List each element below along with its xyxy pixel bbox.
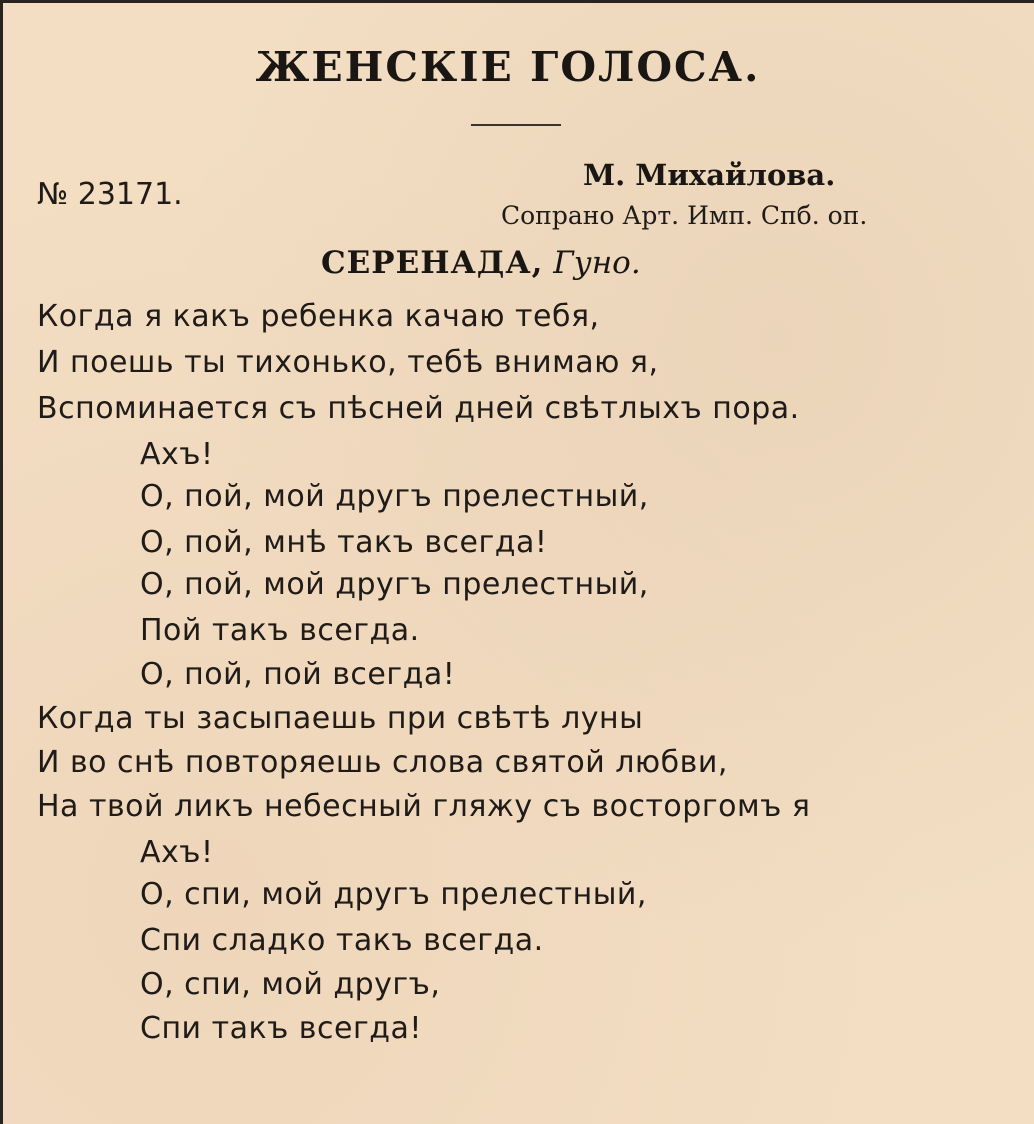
divider-rule — [471, 124, 561, 126]
lyric-line: О, пой, мой другъ прелестный, — [140, 567, 649, 602]
lyric-line: Спи сладко такъ всегда. — [140, 923, 544, 958]
lyric-line: О, пой, мой другъ прелестный, — [140, 479, 649, 514]
lyric-line: И во снѣ повторяешь слова святой любви, — [37, 745, 728, 780]
lyric-line: Пой такъ всегда. — [140, 613, 420, 648]
lyric-line: О, спи, мой другъ прелестный, — [140, 877, 647, 912]
lyric-line: На твой ликъ небесный гляжу съ восторгомъ я — [37, 789, 811, 824]
author-name: М. Михайлова. — [583, 158, 836, 192]
song-title — [321, 245, 641, 281]
lyric-line: О, пой, мнѣ такъ всегда! — [140, 525, 548, 560]
lyric-line: Ахъ! — [140, 835, 214, 870]
lyric-line: И поешь ты тихонько, тебѣ внимаю я, — [37, 345, 659, 380]
performer-credit: Сопрано Арт. Имп. Спб. оп. — [501, 201, 868, 230]
lyric-line: О, спи, мой другъ, — [140, 967, 441, 1002]
song-title-name: СЕРЕНАДА, — [321, 245, 544, 281]
lyric-line: Вспоминается съ пѣсней дней свѣтлыхъ пора. — [37, 391, 800, 426]
catalog-number: № 23171. — [37, 177, 183, 212]
lyric-line: Когда ты засыпаешь при свѣтѣ луны — [37, 701, 644, 736]
section-heading: ЖЕНСКІЕ ГОЛОСА. — [255, 43, 761, 91]
lyric-line: Ахъ! — [140, 437, 214, 472]
lyric-line: Когда я какъ ребенка качаю тебя, — [37, 299, 600, 334]
lyric-line: О, пой, пой всегда! — [140, 657, 456, 692]
song-composer: Гуно. — [553, 245, 641, 281]
lyric-line: Спи такъ всегда! — [140, 1011, 422, 1046]
